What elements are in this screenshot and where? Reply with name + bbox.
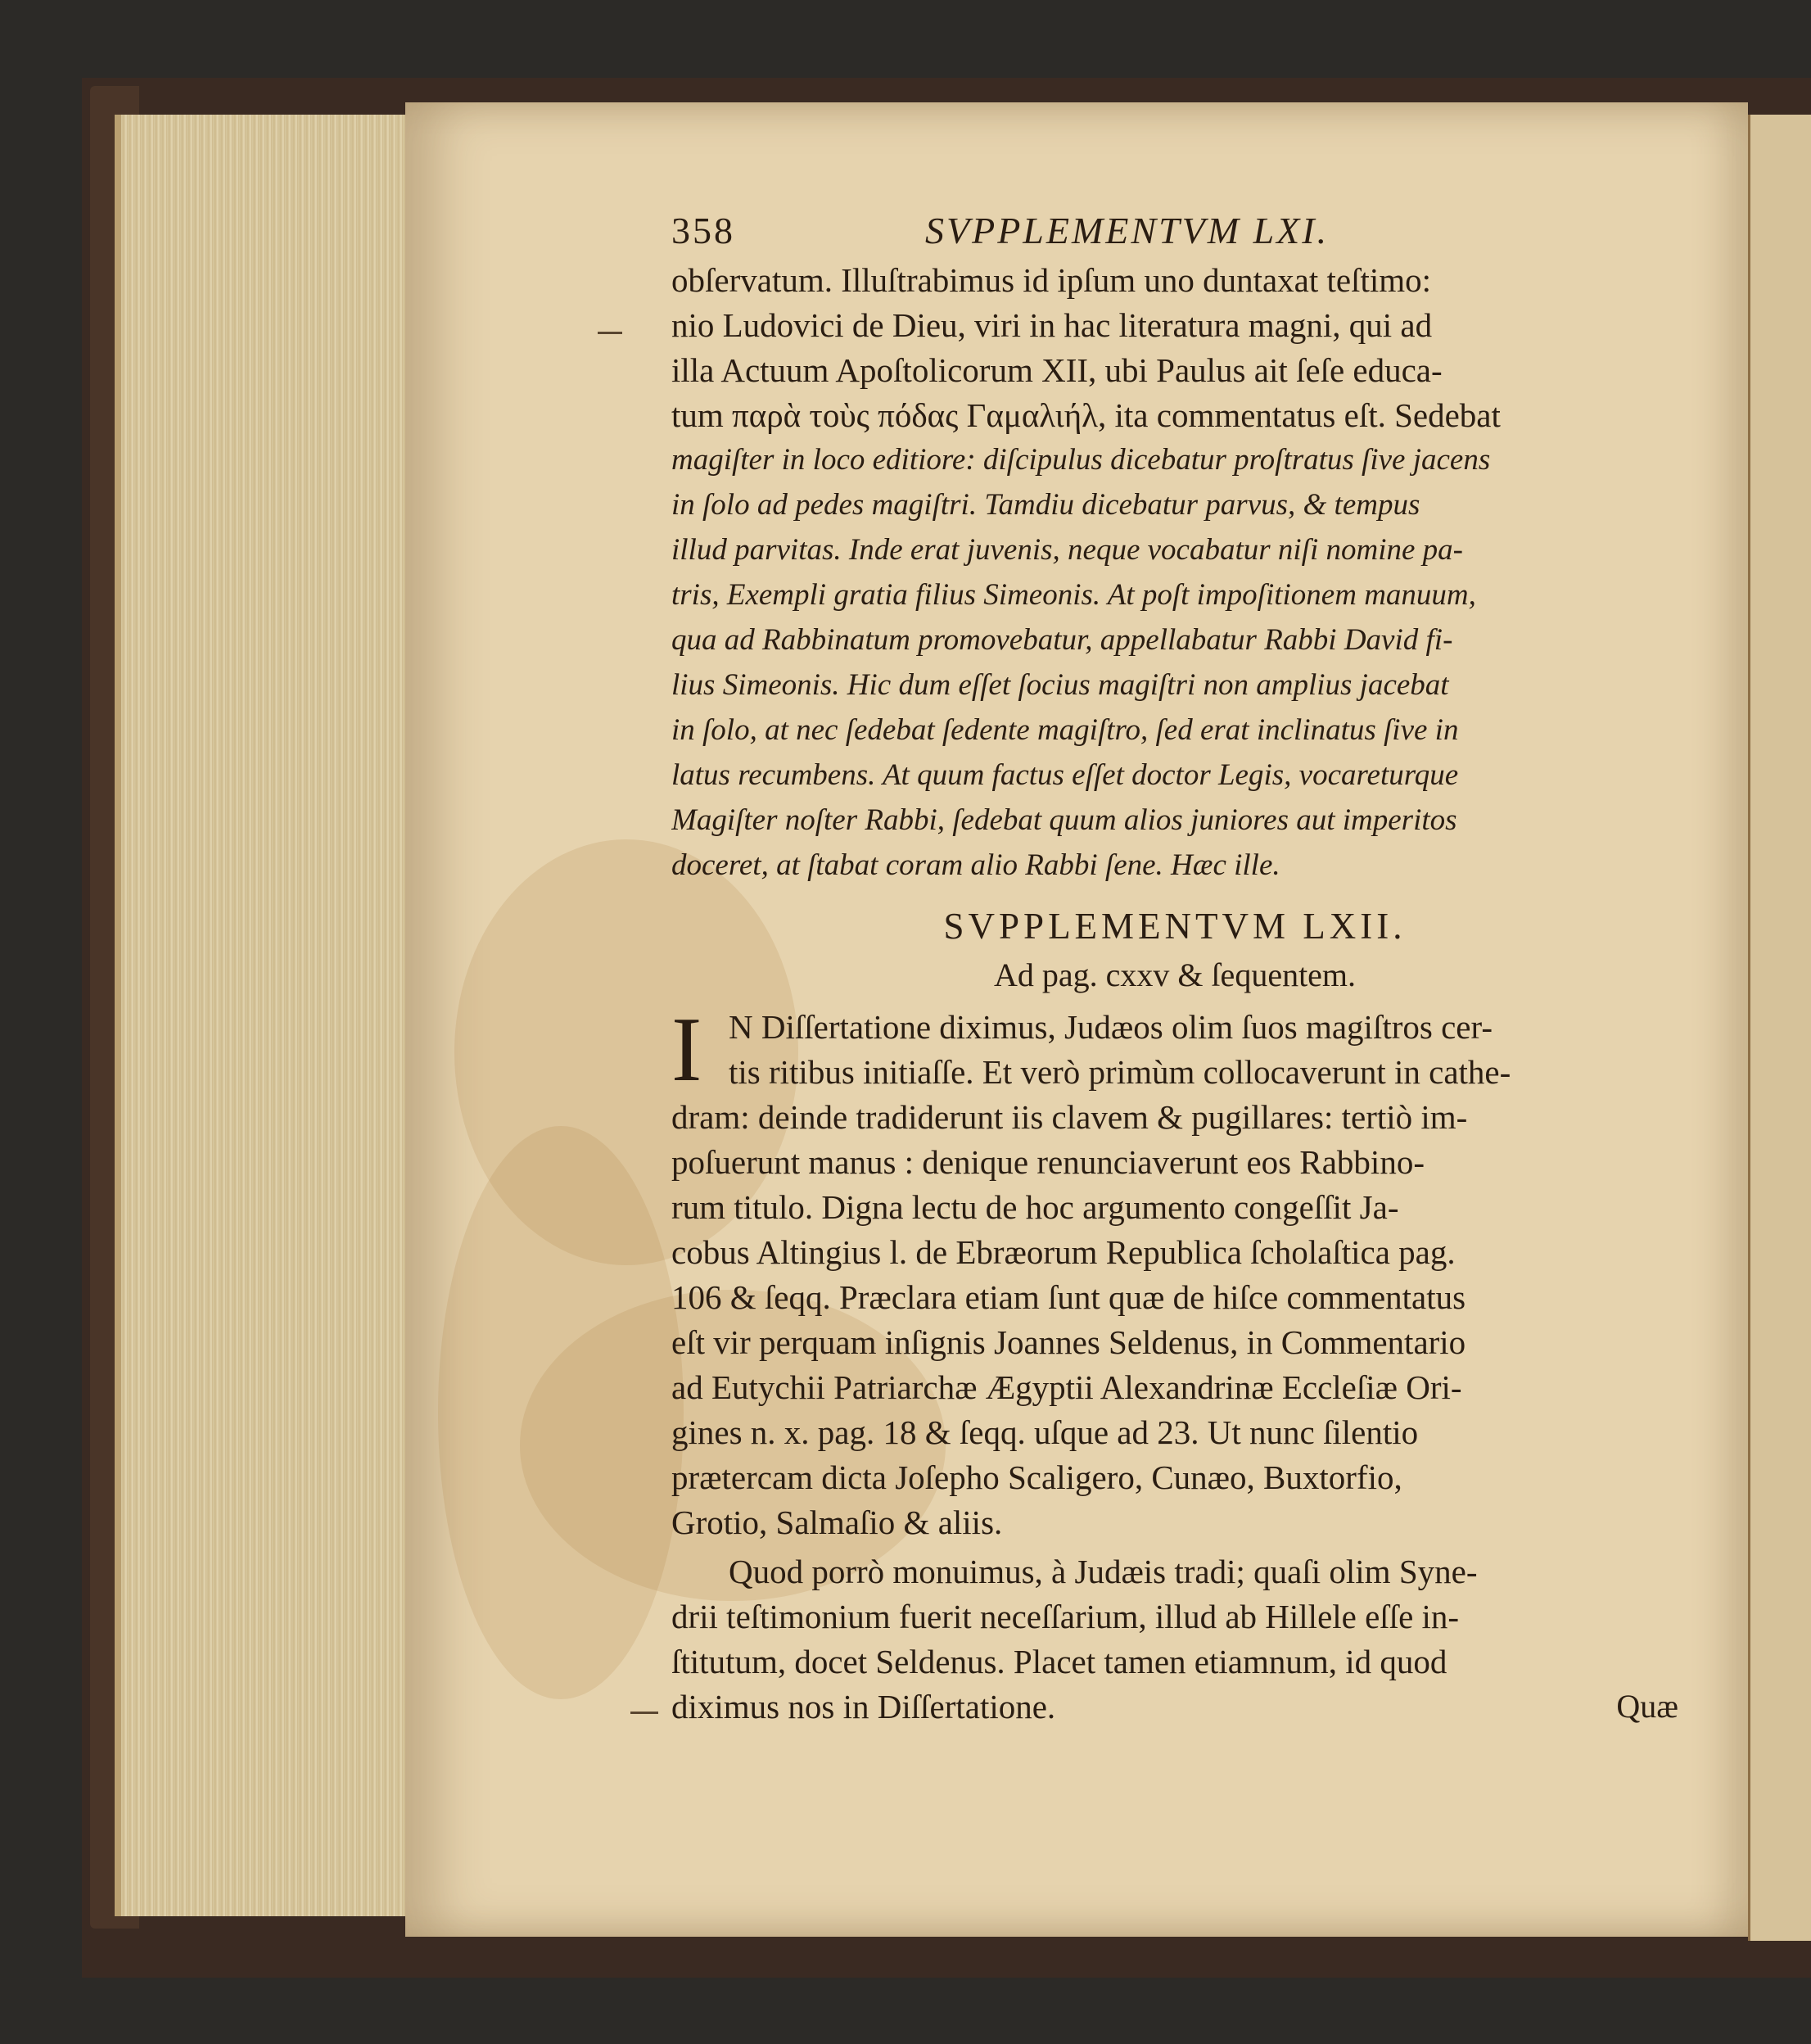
- text-line: rum titulo. Digna lectu de hoc argumento congeſſit Ja-: [671, 1188, 1399, 1226]
- text-line: gines n. x. pag. 18 & ſeqq. uſque ad 23. Ut nunc ſilentio: [671, 1413, 1419, 1451]
- text-line: in ſolo, at nec ſedebat ſedente magiſtro, ſed erat inclinatus ſive in: [671, 713, 1459, 747]
- text-line: doceret, at ſtabat coram alio Rabbi ſene. Hæc ille.: [671, 848, 1280, 882]
- text-line: prætercam dicta Joſepho Scaligero, Cunæo, Buxtorfio,: [671, 1458, 1402, 1496]
- text-line: tum παρὰ τοὺς πόδας Γαμαλιήλ, ita commentatus eſt. Sedebat: [671, 396, 1501, 434]
- text-line: Quod porrò monuimus, à Judæis tradi; quaſi olim Syne-: [729, 1553, 1478, 1590]
- margin-mark: [598, 332, 622, 334]
- text-line: illa Actuum Apoſtolicorum XII, ubi Paulus ait ſeſe educa-: [671, 351, 1443, 389]
- page-header: [671, 209, 1678, 258]
- drop-cap: I: [671, 999, 702, 1101]
- text-line: 106 & ſeqq. Præclara etiam ſunt quæ de hiſce commentatus: [671, 1278, 1466, 1316]
- text-line: tis ritibus initiaſſe. Et verò primùm collocaverunt in cathe-: [729, 1053, 1511, 1091]
- page-edges: [115, 115, 416, 1916]
- section-title: SVPPLEMENTVM LXII.: [943, 906, 1407, 947]
- text-line: drii teſtimonium fuerit neceſſarium, illud ab Hillele eſſe in-: [671, 1598, 1460, 1635]
- text-line: latus recumbens. At quum factus eſſet doctor Legis, vocareturque: [671, 758, 1459, 792]
- text-line: dram: deinde tradiderunt iis clavem & pugillares: tertiò im-: [671, 1098, 1468, 1136]
- running-title: SVPPLEMENTVM LXI.: [925, 210, 1330, 251]
- text-line: illud parvitas. Inde erat juvenis, neque vocabatur niſi nomine pa-: [671, 533, 1463, 567]
- text-line: N Diſſertatione diximus, Judæos olim ſuos magiſtros cer-: [729, 1008, 1493, 1046]
- text-line: qua ad Rabbinatum promovebatur, appellabatur Rabbi David fi-: [671, 623, 1453, 657]
- text-line: cobus Altingius l. de Ebræorum Republica ſcholaſtica pag.: [671, 1233, 1456, 1271]
- text-line: ſtitutum, docet Seldenus. Placet tamen etiamnum, id quod: [671, 1643, 1447, 1680]
- text-line: ad Eutychii Patriarchæ Ægyptii Alexandrinæ Eccleſiæ Ori-: [671, 1368, 1462, 1406]
- text-line: Grotio, Salmaſio & aliis.: [671, 1504, 1003, 1541]
- text-line: nio Ludovici de Dieu, viri in hac literatura magni, qui ad: [671, 306, 1433, 344]
- catchword: Quæ: [1616, 1688, 1678, 1725]
- page-number: 358: [671, 210, 735, 251]
- facing-page-edge: [1748, 115, 1811, 1941]
- margin-mark: [630, 1712, 658, 1714]
- text-line: obſervatum. Illuſtrabimus id ipſum uno duntaxat teſtimo:: [671, 261, 1432, 299]
- text-line: in ſolo ad pedes magiſtri. Tamdiu dicebatur parvus, & tempus: [671, 488, 1420, 522]
- second-paragraph: [671, 1552, 1678, 1748]
- text-line: tris, Exempli gratia filius Simeonis. At poſt impoſitionem manuum,: [671, 578, 1476, 612]
- text-line: poſuerunt manus : denique renunciaverunt eos Rabbino-: [671, 1143, 1425, 1181]
- water-stain: [438, 1126, 684, 1699]
- section-subtitle: Ad pag. cxxv & ſequentem.: [993, 956, 1357, 993]
- text-line: diximus nos in Diſſertatione.: [671, 1688, 1056, 1725]
- text-line: eſt vir perquam inſignis Joannes Seldenus, in Commentario: [671, 1323, 1466, 1361]
- section-paragraph: [671, 999, 1678, 1541]
- text-line: Magiſter noſter Rabbi, ſedebat quum alios juniores aut imperitos: [671, 803, 1457, 837]
- body-text-block: [671, 260, 1678, 899]
- text-line: lius Simeonis. Hic dum eſſet ſocius magiſtri non amplius jacebat: [671, 668, 1449, 702]
- section-heading: [671, 905, 1678, 1011]
- text-line: magiſter in loco editiore: diſcipulus dicebatur proſtratus ſive jacens: [671, 443, 1491, 477]
